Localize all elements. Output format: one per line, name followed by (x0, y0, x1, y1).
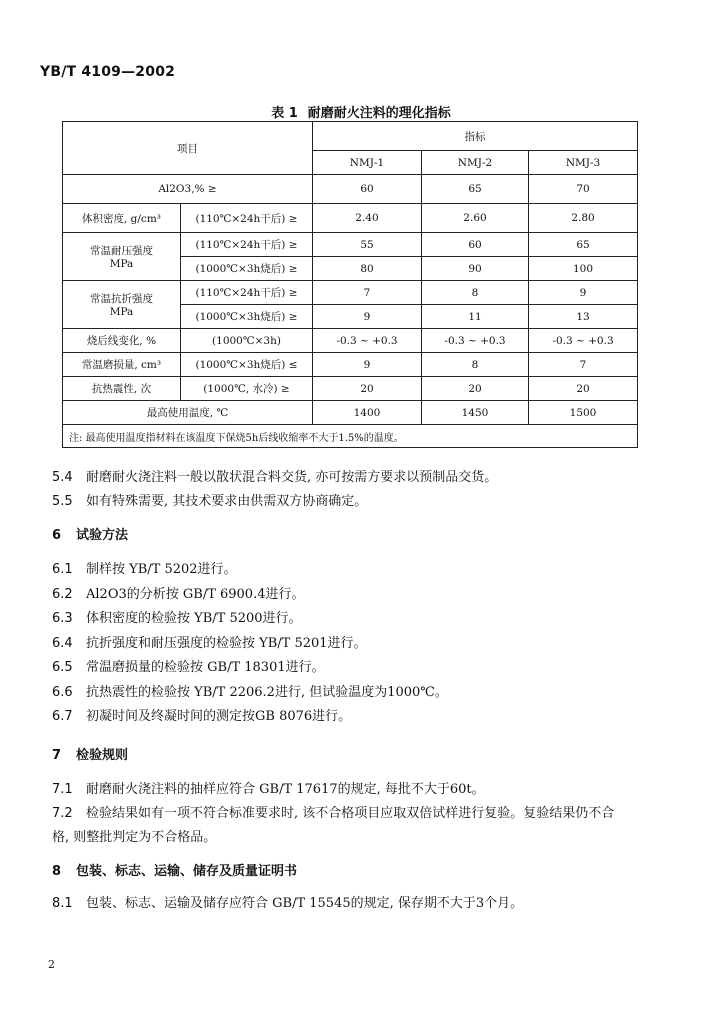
clause-6-6: 6.6 抗热震性的检验按 YB/T 2206.2进行, 但试验温度为1000℃。 (52, 685, 448, 700)
cell-value: 1500 (529, 401, 638, 425)
cell-value: -0.3 ~ +0.3 (529, 329, 638, 353)
clause-6-2: 6.2 Al2O3的分析按 GB/T 6900.4进行。 (52, 587, 305, 602)
row-unit: MPa (109, 306, 134, 318)
cell-value: -0.3 ~ +0.3 (313, 329, 422, 353)
cell-value: 20 (529, 377, 638, 401)
cell-value: 80 (313, 257, 422, 281)
cell-value: -0.3 ~ +0.3 (422, 329, 529, 353)
row-condition: (110℃×24h干后) ≥ (181, 204, 313, 233)
table-note: 注: 最高使用温度指材料在该温度下保烧5h后线收缩率不大于1.5%的温度。 (63, 425, 638, 448)
clause-6-1: 6.1 制样按 YB/T 5202进行。 (52, 562, 237, 577)
table-number: 表 1 (271, 106, 298, 121)
head-item: 项目 (63, 122, 313, 175)
cell-value: 65 (529, 233, 638, 257)
row-name: 常温磨损量, cm³ (63, 353, 181, 377)
table-row (63, 233, 638, 257)
section-8-heading: 8 包装、标志、运输、储存及质量证明书 (52, 864, 298, 879)
cell-value: 8 (422, 353, 529, 377)
cell-value: 8 (422, 281, 529, 305)
row-name-block (63, 233, 181, 281)
table-head-row (63, 122, 638, 151)
clause-6-4: 6.4 抗折强度和耐压强度的检验按 YB/T 5201进行。 (52, 636, 367, 651)
table-row (63, 329, 638, 353)
section-6-heading: 6 试验方法 (52, 528, 129, 543)
head-index: 指标 (313, 122, 638, 151)
cell-value: 2.60 (422, 204, 529, 233)
table-row (63, 204, 638, 233)
row-condition: (1000℃×3h烧后) ≥ (181, 305, 313, 329)
row-condition: (1000℃, 水冷) ≥ (181, 377, 313, 401)
row-name: 最高使用温度, ℃ (63, 401, 313, 425)
grade-2: NMJ-2 (422, 151, 529, 175)
cell-value: 55 (313, 233, 422, 257)
cell-value: 1450 (422, 401, 529, 425)
cell-value: 13 (529, 305, 638, 329)
cell-value: 9 (529, 281, 638, 305)
row-name: 抗热震性, 次 (63, 377, 181, 401)
section-7-heading: 7 检验规则 (52, 748, 129, 763)
clause-6-7: 6.7 初凝时间及终凝时间的测定按GB 8076进行。 (52, 709, 352, 724)
row-condition: (110℃×24h干后) ≥ (181, 281, 313, 305)
cell-value: 100 (529, 257, 638, 281)
cell-value: 2.80 (529, 204, 638, 233)
table-title (0, 102, 722, 121)
row-name: 常温耐压强度 (90, 245, 153, 257)
cell-value: 11 (422, 305, 529, 329)
cell-value: 2.40 (313, 204, 422, 233)
document-code: YB/T 4109—2002 (40, 64, 176, 80)
row-condition: (110℃×24h干后) ≥ (181, 233, 313, 257)
clause-7-2-continued: 格, 则整批判定为不合格品。 (52, 830, 217, 845)
cell-value: 60 (313, 175, 422, 204)
row-unit: MPa (109, 258, 134, 270)
table-row (63, 377, 638, 401)
clause-6-5: 6.5 常温磨损量的检验按 GB/T 18301进行。 (52, 660, 325, 675)
row-condition: (1000℃×3h烧后) ≤ (181, 353, 313, 377)
cell-value: 1400 (313, 401, 422, 425)
clause-8-1: 8.1 包装、标志、运输及储存应符合 GB/T 15545的规定, 保存期不大于3个月。 (52, 896, 524, 911)
cell-value: 9 (313, 353, 422, 377)
spec-table (62, 121, 638, 448)
cell-value: 7 (529, 353, 638, 377)
table-row (63, 175, 638, 204)
clause-5-5: 5.5 如有特殊需要, 其技术要求由供需双方协商确定。 (52, 494, 368, 509)
table-note-row (63, 425, 638, 448)
cell-value: 90 (422, 257, 529, 281)
cell-value: 20 (313, 377, 422, 401)
table-row (63, 401, 638, 425)
cell-value: 65 (422, 175, 529, 204)
row-name: Al2O3,% ≥ (63, 175, 313, 204)
row-name: 常温抗折强度 (90, 293, 153, 305)
table-caption: 耐磨耐火注料的理化指标 (307, 106, 451, 121)
grade-3: NMJ-3 (529, 151, 638, 175)
cell-value: 20 (422, 377, 529, 401)
clause-5-4: 5.4 耐磨耐火浇注料一般以散状混合料交货, 亦可按需方要求以预制品交货。 (52, 470, 498, 485)
table-row (63, 353, 638, 377)
row-condition: (1000℃×3h烧后) ≥ (181, 257, 313, 281)
row-name-block (63, 281, 181, 329)
row-condition: (1000℃×3h) (181, 329, 313, 353)
cell-value: 7 (313, 281, 422, 305)
cell-value: 9 (313, 305, 422, 329)
row-name: 烧后线变化, % (63, 329, 181, 353)
cell-value: 70 (529, 175, 638, 204)
grade-1: NMJ-1 (313, 151, 422, 175)
row-name: 体积密度, g/cm³ (63, 204, 181, 233)
cell-value: 60 (422, 233, 529, 257)
clause-7-1: 7.1 耐磨耐火浇注料的抽样应符合 GB/T 17617的规定, 每批不大于60t。 (52, 782, 485, 797)
clause-6-3: 6.3 体积密度的检验按 YB/T 5200进行。 (52, 611, 302, 626)
clause-7-2: 7.2 检验结果如有一项不符合标准要求时, 该不合格项目应取双倍试样进行复验。复验结果仍不合 (52, 806, 615, 821)
table-row (63, 281, 638, 305)
page-number: 2 (48, 958, 55, 971)
